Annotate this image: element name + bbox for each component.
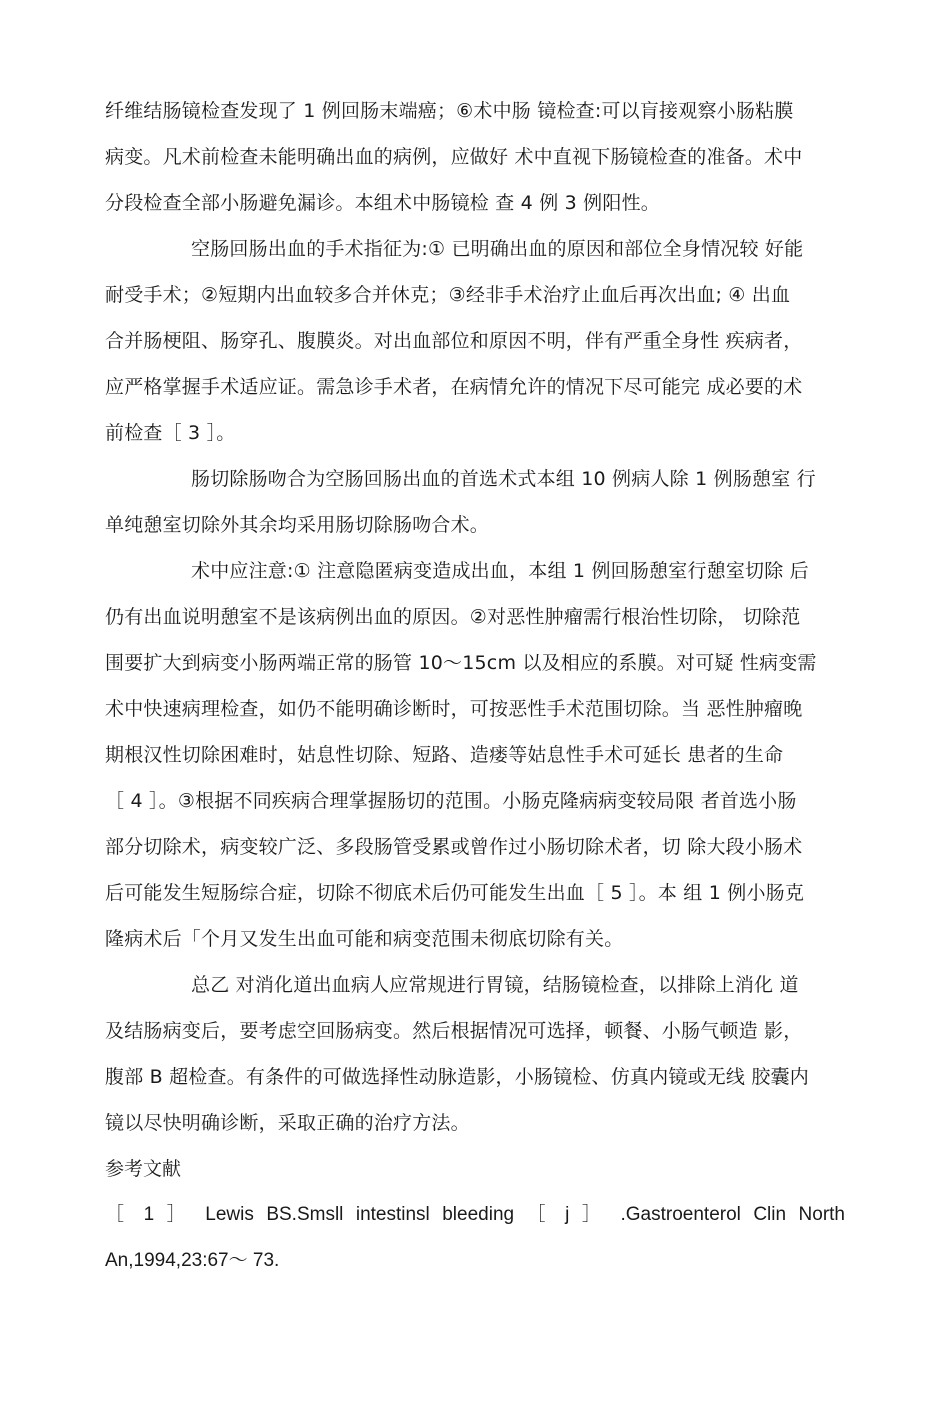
document-body (105, 88, 845, 1284)
text-line: 肠切除肠吻合为空肠回肠出血的首选术式本组 10 例病人除 1 例肠憩室 行 (191, 468, 816, 490)
text-line: 空肠回肠出血的手术指征为:① 已明确出血的原因和部位全身情况较 好能 (191, 238, 804, 260)
paragraph-surgical-indications (105, 226, 845, 456)
paragraph-procedure-choice (105, 456, 845, 548)
references-heading: 参考文献 (105, 1158, 182, 1180)
text-line: 合并肠梗阻、肠穿孔、腹膜炎。对出血部位和原因不明，伴有严重全身性 疾病者， (105, 330, 803, 352)
text-line: 部分切除术，病变较广泛、多段肠管受累或曾作过小肠切除术者，切 除大段小肠术 (105, 836, 803, 858)
text-line: 单纯憩室切除外其余均采用肠切除肠吻合术。 (105, 514, 490, 536)
text-line: 应严格掌握手术适应证。需急诊手术者，在病情允许的情况下尽可能完 成必要的术 (105, 376, 803, 398)
reference-line: ［ 1 ］ Lewis BS.Smsll intestinsl bleeding ［ j ］ .Gastroenterol Clin North (105, 1204, 845, 1225)
text-line: 仍有出血说明憩室不是该病例出血的原因。②对恶性肿瘤需行根治性切除， 切除范 (105, 606, 801, 628)
text-line: 术中快速病理检查，如仍不能明确诊断时，可按恶性手术范围切除。当 恶性肿瘤晚 (105, 698, 803, 720)
text-line: ［ 4 ］。③根据不同疾病合理掌握肠切的范围。小肠克隆病病变较局限 者首选小肠 (105, 790, 797, 812)
text-line: 纤维结肠镜检查发现了 1 例回肠末端癌；⑥术中肠 镜检查:可以肓接观察小肠粘膜 (105, 100, 794, 122)
paragraph-continuation (105, 88, 845, 226)
text-line: 及结肠病变后，要考虑空回肠病变。然后根据情况可选择，顿餐、小肠气顿造 影， (105, 1020, 803, 1042)
text-line: 前检查［ 3 ］。 (105, 422, 236, 444)
text-line: 病变。凡术前检查未能明确出血的病例，应做好 术中直视下肠镜检查的准备。术中 (105, 146, 803, 168)
paragraph-summary (105, 962, 845, 1146)
text-line: 围要扩大到病变小肠两端正常的肠管 10〜15cm 以及相应的系膜。对可疑 性病变需 (105, 652, 817, 674)
reference-line: An,1994,23:67〜 73. (105, 1250, 280, 1271)
text-line: 镜以尽快明确诊断，采取正确的治疗方法。 (105, 1112, 470, 1134)
text-line: 术中应注意:① 注意隐匿病变造成出血，本组 1 例回肠憩室行憩室切除 后 (191, 560, 809, 582)
text-line: 耐受手术；②短期内出血较多合并休克；③经非手术治疗止血后再次出血; ④ 出血 (105, 284, 791, 306)
text-line: 后可能发生短肠综合症，切除不彻底术后仍可能发生出血［ 5 ］。本 组 1 例小肠克 (105, 882, 805, 904)
reference-entry (105, 1192, 845, 1284)
paragraph-intraoperative-notes (105, 548, 845, 962)
text-line: 期根汉性切除困难时，姑息性切除、短路、造瘘等姑息性手术可延长 患者的生命 (105, 744, 784, 766)
text-line: 分段检查全部小肠避免漏诊。本组术中肠镜检 查 4 例 3 例阳性。 (105, 192, 660, 214)
text-line: 总乙 对消化道出血病人应常规进行胃镜，结肠镜检查，以排除上消化 道 (191, 974, 799, 996)
text-line: 腹部 B 超检查。有条件的可做选择性动脉造影，小肠镜检、仿真内镜或无线 胶囊内 (105, 1066, 809, 1088)
text-line: 隆病术后「个月又发生出血可能和病变范围未彻底切除有关。 (105, 928, 624, 950)
